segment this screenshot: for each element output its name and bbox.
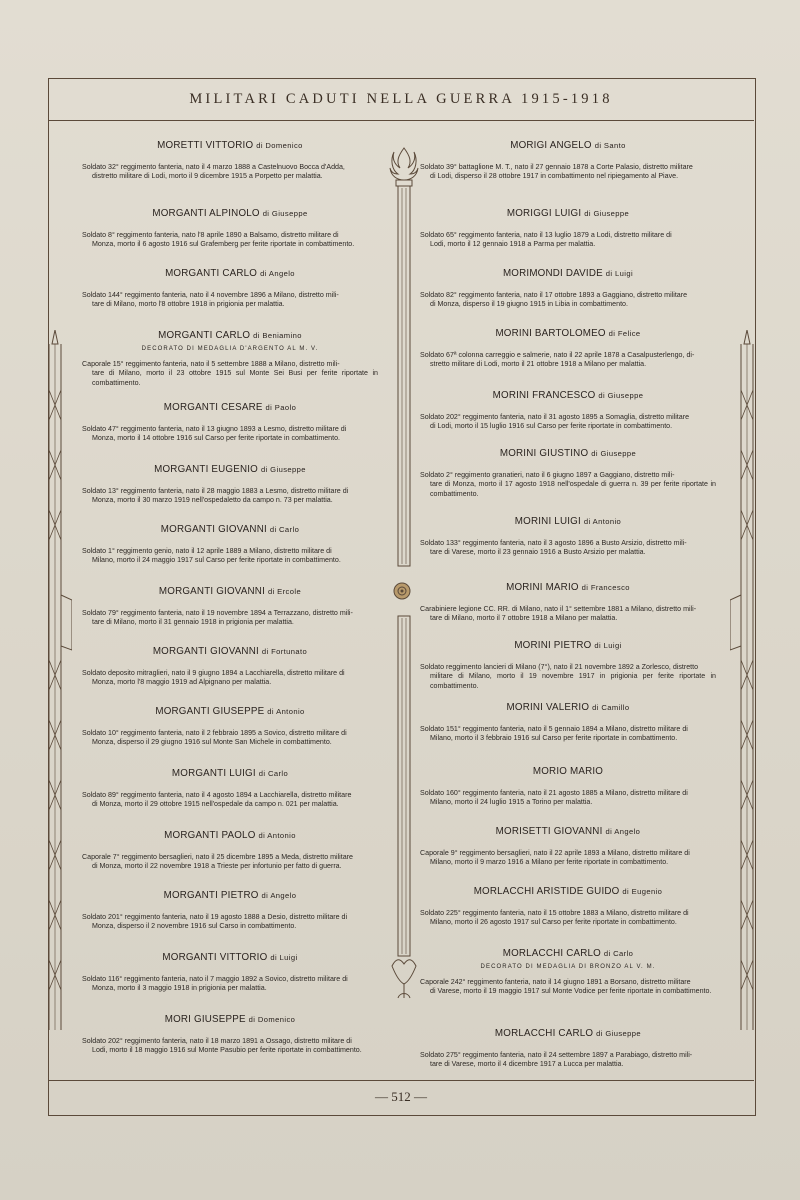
soldier-name: MORGANTI GIOVANNI: [152, 646, 259, 657]
fallen-entry: [82, 952, 378, 994]
entry-text-rest: tare di Varese, morto il 4 dicembre 1917 a Lucca per malattia.: [430, 1060, 624, 1069]
entry-text-rest: tare di Milano, morto il 7 ottobre 1918 a Milano per malattia.: [430, 614, 618, 623]
entry-text-rest: Milano, morto il 9 marzo 1916 a Milano per ferite riportate in combattimento.: [430, 858, 669, 867]
soldier-name: MORGANTI ALPINOLO: [152, 208, 260, 219]
entry-name: [82, 1014, 378, 1025]
fallen-entry: [420, 390, 716, 432]
fallen-entry: [82, 586, 378, 628]
father-name: di Francesco: [581, 583, 630, 592]
entry-text-rest: distretto militare di Lodi, morto il 9 dicembre 1915 a Porpetto per malattia.: [92, 172, 323, 181]
entry-text-line1: Soldato 82° reggimento fanteria, nato il 17 ottobre 1893 a Gaggiano, distretto militare: [420, 291, 688, 299]
fallen-entry: [82, 464, 378, 506]
soldier-name: MORLACCHI ARISTIDE GUIDO: [473, 886, 620, 897]
fallen-entry: [420, 948, 716, 997]
father-name: di Luigi: [594, 641, 622, 650]
fallen-entry: [82, 706, 378, 748]
entry-text: [420, 1051, 716, 1070]
footer-rule: [48, 1080, 754, 1081]
entry-text-rest: Milano, morto il 24 luglio 1915 a Torino per malattia.: [430, 798, 593, 807]
soldier-name: MORLACCHI CARLO: [502, 948, 601, 959]
soldier-name: MORINI PIETRO: [514, 640, 592, 651]
entry-name: [420, 328, 716, 339]
fallen-entry: [82, 140, 378, 182]
entry-name: [420, 390, 716, 401]
entry-text: [82, 291, 378, 310]
entry-text-line1: Carabiniere legione CC. RR. di Milano, nato il 1° settembre 1881 a Milano, distretto mili-: [420, 605, 697, 613]
rosette-icon: [393, 582, 411, 600]
entry-text: [420, 471, 716, 499]
father-name: di Giuseppe: [598, 391, 644, 400]
fallen-entry: [82, 208, 378, 250]
entry-text-line1: Soldato 47° reggimento fanteria, nato il 13 giugno 1893 a Lesmo, distretto militare di: [82, 425, 347, 433]
entry-text-line1: Soldato 225° reggimento fanteria, nato il 15 ottobre 1883 a Milano, distretto militare di: [420, 909, 689, 917]
fallen-entry: [82, 830, 378, 872]
entry-name: [420, 826, 716, 837]
entry-text: [420, 163, 716, 182]
entry-text-rest: Lodi, morto il 18 maggio 1916 sul Monte Pasubio per ferite riportate in combattimento.: [92, 1046, 362, 1055]
fallen-entry: [420, 826, 716, 868]
entry-name: [420, 702, 716, 713]
soldier-name: MORI GIUSEPPE: [164, 1014, 246, 1025]
entry-name: [420, 948, 716, 959]
fallen-entry: [420, 448, 716, 499]
entry-name: [420, 516, 716, 527]
entry-text: [82, 1037, 378, 1056]
entry-text-line1: Caporale 7° reggimento bersaglieri, nato il 25 dicembre 1895 a Meda, distretto militare: [82, 853, 353, 861]
entry-text-line1: Soldato 160° reggimento fanteria, nato il 21 agosto 1885 a Milano, distretto militare di: [420, 789, 688, 797]
father-name: di Luigi: [605, 269, 634, 278]
soldier-name: MORGANTI CESARE: [163, 402, 263, 413]
entry-text: [82, 669, 378, 688]
father-name: di Carlo: [603, 949, 634, 958]
entry-text: [420, 909, 716, 928]
entry-text-line1: Soldato 201° reggimento fanteria, nato il 19 agosto 1888 a Desio, distretto militare di: [82, 913, 348, 921]
soldier-name: MORIGI ANGELO: [510, 140, 592, 151]
soldier-name: MORINI LUIGI: [514, 516, 581, 527]
entry-text-rest: Milano, morto il 24 maggio 1917 sul Carso per ferite riportate in combattimento.: [92, 556, 341, 565]
entry-text-line1: Soldato 89° reggimento fanteria, nato il 4 agosto 1894 a Lacchiarella, distretto militare: [82, 791, 352, 799]
fallen-entry: [420, 208, 716, 250]
father-name: di Ercole: [267, 587, 302, 596]
soldier-name: MORINI GIUSTINO: [499, 448, 589, 459]
entry-text: [420, 231, 716, 250]
father-name: di Domenico: [248, 1015, 296, 1024]
entry-text-line1: Soldato 133° reggimento fanteria, nato il 3 agosto 1896 a Busto Arsizio, distretto mili-: [420, 539, 687, 547]
entry-name: [82, 830, 378, 841]
father-name: di Angelo: [260, 269, 295, 278]
soldier-name: MORIMONDI DAVIDE: [502, 268, 603, 279]
fallen-entry: [420, 1028, 716, 1070]
soldier-name: MORGANTI EUGENIO: [154, 464, 259, 475]
entry-name: [420, 582, 716, 593]
entry-text: [420, 789, 716, 808]
soldier-name: MORGANTI PIETRO: [163, 890, 259, 901]
fallen-entry: [420, 516, 716, 558]
fallen-entry: [82, 402, 378, 444]
entry-text: [82, 729, 378, 748]
entry-text-rest: Monza, morto l'8 maggio 1919 ad Alpignano per malattia.: [92, 678, 272, 687]
entry-text-rest: di Monza, morto il 29 ottobre 1915 nell'ospedale da campo n. 021 per malattia.: [92, 800, 339, 809]
fallen-entry: [420, 766, 716, 808]
soldier-name: MORETTI VITTORIO: [157, 140, 254, 151]
entry-text-line1: Soldato 202° reggimento fanteria, nato il 18 marzo 1891 a Ossago, distretto militare di: [82, 1037, 352, 1045]
entry-text: [420, 413, 716, 432]
fallen-entry: [82, 524, 378, 566]
soldier-name: MORGANTI PAOLO: [164, 830, 256, 841]
entry-text: [420, 605, 716, 624]
entry-text-rest: tare di Milano, morto il 31 gennaio 1918 in prigionia per malattia.: [92, 618, 294, 627]
entry-text: [420, 725, 716, 744]
entry-text-line1: Soldato 202° reggimento fanteria, nato il 31 agosto 1895 a Somaglia, distretto militare: [420, 413, 690, 421]
entry-name: [420, 640, 716, 651]
entry-text-line1: Soldato 151° reggimento fanteria, nato il 5 gennaio 1894 a Milano, distretto militare di: [420, 725, 688, 733]
entry-text-rest: Monza, morto il 3 maggio 1918 in prigionia per malattia.: [92, 984, 267, 993]
entry-text: [82, 231, 378, 250]
fallen-entry: [82, 890, 378, 932]
entry-text: [82, 163, 378, 182]
entry-text-rest: di Monza, morto il 22 novembre 1918 a Trieste per infortunio per fatto di guerra.: [92, 862, 342, 871]
entry-name: [82, 524, 378, 535]
father-name: di Giuseppe: [596, 1029, 642, 1038]
entry-text: [82, 487, 378, 506]
soldier-name: MORGANTI LUIGI: [171, 768, 256, 779]
father-name: di Angelo: [605, 827, 641, 836]
soldier-name: MORINI BARTOLOMEO: [495, 328, 606, 339]
entry-text-line1: Soldato 39° battaglione M. T., nato il 27 gennaio 1878 a Corte Palasio, distretto militare: [420, 163, 693, 171]
entry-name: [82, 706, 378, 717]
entry-text: [82, 853, 378, 872]
entry-text-line1: Soldato 8° reggimento fanteria, nato l'8 aprile 1890 a Balsamo, distretto militare di: [82, 231, 339, 239]
entry-name: [82, 586, 378, 597]
fallen-entry: [82, 1014, 378, 1056]
entry-text-rest: di Lodi, morto il 15 luglio 1916 sul Carso per ferite riportate in combattimento.: [430, 422, 673, 431]
father-name: di Antonio: [258, 831, 296, 840]
entry-name: [82, 464, 378, 475]
entry-name: [82, 268, 378, 279]
entry-text: [82, 609, 378, 628]
entry-text-rest: tare di Milano, morto il 23 ottobre 1915 sul Monte Sei Busi per ferite riportate in combattimento.: [92, 369, 378, 387]
entry-text-rest: di Monza, disperso il 19 giugno 1915 in Libia in combattimento.: [430, 300, 628, 309]
entry-text-line1: Soldato 79° reggimento fanteria, nato il 19 novembre 1894 a Terrazzano, distretto mili-: [82, 609, 353, 617]
decoration-note: DECORATO DI MEDAGLIA D'ARGENTO AL M. V.: [141, 346, 319, 352]
fallen-entry: [82, 768, 378, 810]
entry-name: [82, 890, 378, 901]
soldier-name: MORGANTI GIOVANNI: [158, 586, 265, 597]
fallen-entry: [420, 582, 716, 624]
entry-name: [82, 330, 378, 341]
entry-text-rest: Milano, morto il 3 febbraio 1916 sul Carso per ferite riportate in combattimento.: [430, 734, 678, 743]
father-name: di Beniamino: [253, 331, 302, 340]
father-name: di Carlo: [269, 525, 300, 534]
soldier-name: MORINI VALERIO: [506, 702, 590, 713]
entry-text-rest: Lodi, morto il 12 gennaio 1918 a Parma per malattia.: [430, 240, 596, 249]
entry-text-line1: Soldato 65° reggimento fanteria, nato il 13 luglio 1879 a Lodi, distretto militare di: [420, 231, 672, 239]
entry-text: [420, 663, 716, 691]
entry-text-line1: Caporale 242° reggimento fanteria, nato il 14 giugno 1891 a Borsano, distretto militare: [420, 978, 691, 986]
page-title: MILITARI CADUTI NELLA GUERRA 1915-1918: [189, 91, 613, 107]
soldier-name: MORGANTI CARLO: [158, 330, 251, 341]
entry-name: [82, 208, 378, 219]
entry-name: [82, 646, 378, 657]
father-name: di Santo: [594, 141, 626, 150]
soldier-name: MORGANTI GIUSEPPE: [155, 706, 265, 717]
entry-text-rest: Monza, morto il 6 agosto 1916 sul Grafemberg per ferite riportate in combattimento.: [92, 240, 355, 249]
father-name: di Paolo: [265, 403, 297, 412]
entry-text: [420, 351, 716, 370]
entry-text: [420, 291, 716, 310]
fallen-entry: [82, 646, 378, 688]
entry-text-line1: Soldato 275° reggimento fanteria, nato il 24 settembre 1897 a Parabiago, distretto mili-: [420, 1051, 693, 1059]
entry-text-line1: Caporale 9° reggimento bersaglieri, nato il 22 aprile 1893 a Milano, distretto militare di: [420, 849, 690, 857]
soldier-name: MORIGGI LUIGI: [506, 208, 582, 219]
entry-text: [420, 849, 716, 868]
father-name: di Camillo: [592, 703, 630, 712]
entry-text-line1: Soldato 144° reggimento fanteria, nato il 4 novembre 1896 a Milano, distretto mili-: [82, 291, 339, 299]
father-name: di Eugenio: [622, 887, 663, 896]
entry-name: [420, 1028, 716, 1039]
fallen-entry: [420, 886, 716, 928]
father-name: di Antonio: [583, 517, 622, 526]
entry-text: [82, 791, 378, 810]
entry-text-rest: Milano, morto il 26 agosto 1917 sul Carso per ferite riportate in combattimento.: [430, 918, 677, 927]
father-name: di Fortunato: [261, 647, 308, 656]
entry-text: [420, 539, 716, 558]
entry-text-line1: Soldato reggimento lancieri di Milano (7°), nato il 21 novembre 1892 a Zorlesco, distretto: [420, 663, 699, 671]
entry-name: [420, 448, 716, 459]
entry-text-rest: tare di Milano, morto l'8 ottobre 1918 in prigionia per malattia.: [92, 300, 285, 309]
soldier-name: MORISETTI GIOVANNI: [495, 826, 603, 837]
entry-name: [420, 766, 716, 777]
entry-text-line1: Caporale 15° reggimento fanteria, nato il 5 settembre 1888 a Milano, distretto mili-: [82, 360, 340, 368]
entry-text-rest: militare di Milano, morto il 19 novembre 1917 in prigionia per ferite riportate in combattimento.: [430, 672, 716, 690]
page-number: — 512 —: [375, 1089, 427, 1104]
entry-text: [82, 913, 378, 932]
entry-text: [82, 975, 378, 994]
entry-text-line1: Soldato 1° reggimento genio, nato il 12 aprile 1889 a Milano, distretto militare di: [82, 547, 332, 555]
fallen-entry: [82, 330, 378, 388]
entry-text: [82, 547, 378, 566]
entry-text-line1: Soldato 67ª colonna carreggio e salmerie, nato il 22 aprile 1878 a Casalpusterlengo, di-: [420, 351, 695, 359]
father-name: di Carlo: [258, 769, 289, 778]
entry-text-line1: Soldato 2° reggimento granatieri, nato il 6 giugno 1897 a Gaggiano, distretto mili-: [420, 471, 675, 479]
entry-name: [82, 140, 378, 151]
torch-column-ornament: [388, 146, 420, 1008]
entry-name: [82, 402, 378, 413]
father-name: di Giuseppe: [584, 209, 630, 218]
entry-text-rest: Monza, morto il 30 marzo 1919 nell'ospedaletto da campo n. 73 per malattia.: [92, 496, 333, 505]
soldier-name: MORIO MARIO: [532, 766, 604, 777]
entry-name: [420, 208, 716, 219]
entry-text-rest: tare di Varese, morto il 23 gennaio 1916 a Busto Arsizio per malattia.: [430, 548, 646, 557]
fallen-entry: [82, 268, 378, 310]
soldier-name: MORLACCHI CARLO: [494, 1028, 594, 1039]
entry-text-rest: di Lodi, disperso il 28 ottobre 1917 in combattimento nel ripiegamento al Piave.: [430, 172, 679, 181]
father-name: di Felice: [608, 329, 641, 338]
entry-text: [82, 425, 378, 444]
entry-text: [82, 360, 378, 388]
right-fasces-ornament: [730, 330, 764, 1030]
fallen-entry: [420, 328, 716, 370]
entry-text-line1: Soldato 116° reggimento fanteria, nato il 7 maggio 1892 a Sovico, distretto militare di: [82, 975, 348, 983]
fallen-entry: [420, 140, 716, 182]
entry-name: [82, 768, 378, 779]
entry-name: [420, 886, 716, 897]
entry-text-line1: Soldato 32° reggimento fanteria, nato il 4 marzo 1888 a Castelnuovo Bocca d'Adda,: [82, 163, 345, 171]
father-name: di Antonio: [267, 707, 305, 716]
fallen-entry: [420, 268, 716, 310]
father-name: di Giuseppe: [260, 465, 306, 474]
entry-name: [420, 140, 716, 151]
soldier-name: MORINI MARIO: [506, 582, 579, 593]
entry-text-rest: Monza, disperso il 29 giugno 1916 sul Monte San Michele in combattimento.: [92, 738, 332, 747]
entry-text-rest: tare di Monza, morto il 17 agosto 1918 nell'ospedale di guerra n. 39 per ferite riportate in combattimento.: [430, 480, 716, 498]
entry-name: [82, 952, 378, 963]
soldier-name: MORGANTI CARLO: [165, 268, 258, 279]
soldier-name: MORGANTI VITTORIO: [162, 952, 268, 963]
entry-text-line1: Soldato 13° reggimento fanteria, nato il 28 maggio 1883 a Lesmo, distretto militare di: [82, 487, 349, 495]
soldier-name: MORGANTI GIOVANNI: [160, 524, 267, 535]
father-name: di Giuseppe: [262, 209, 308, 218]
father-name: di Angelo: [261, 891, 297, 900]
entry-text-rest: Monza, disperso il 2 novembre 1916 sul Carso in combattimento.: [92, 922, 297, 931]
decoration-note: DECORATO DI MEDAGLIA DI BRONZO AL V. M.: [480, 964, 656, 970]
father-name: di Luigi: [270, 953, 298, 962]
fallen-entry: [420, 702, 716, 744]
father-name: di Giuseppe: [591, 449, 637, 458]
entry-text-line1: Soldato 10° reggimento fanteria, nato il 2 febbraio 1895 a Sovico, distretto militare di: [82, 729, 347, 737]
entry-text-rest: Monza, morto il 14 ottobre 1916 sul Carso per ferite riportate in combattimento.: [92, 434, 341, 443]
soldier-name: MORINI FRANCESCO: [492, 390, 596, 401]
entry-name: [420, 268, 716, 279]
entry-text: [420, 978, 716, 997]
entry-text-line1: Soldato deposito mitraglieri, nato il 9 giugno 1894 a Lacchiarella, distretto militare di: [82, 669, 345, 677]
left-fasces-ornament: [38, 330, 72, 1030]
fallen-entry: [420, 640, 716, 691]
entry-text-rest: di Varese, morto il 19 maggio 1917 sul Monte Vodice per ferite riportate in combattimento.: [430, 987, 712, 996]
father-name: di Domenico: [256, 141, 303, 150]
entry-text-rest: stretto militare di Lodi, morto il 21 ottobre 1918 a Milano per malattia.: [430, 360, 647, 369]
